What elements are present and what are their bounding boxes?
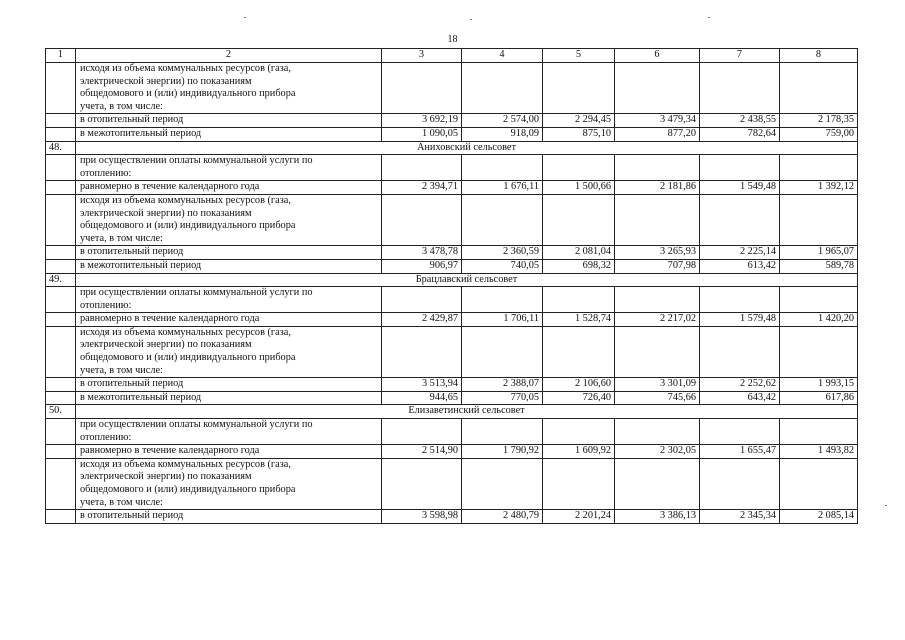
- value-cell: 3 479,34: [615, 114, 700, 128]
- description-text: [76, 326, 382, 377]
- table-row: [46, 127, 858, 141]
- empty-cell: [46, 510, 76, 524]
- value-cell: 2 574,00: [462, 114, 543, 128]
- table-row: [46, 181, 858, 195]
- empty-cell: [46, 259, 76, 273]
- value-cell: 1 420,20: [780, 313, 858, 327]
- empty-cell: [780, 419, 858, 445]
- empty-cell: [46, 313, 76, 327]
- table-row: [46, 114, 858, 128]
- value-cell: 1 790,92: [462, 445, 543, 459]
- empty-cell: [543, 63, 615, 114]
- row-label: в отопительный период: [76, 246, 382, 260]
- empty-cell: [462, 287, 543, 313]
- empty-cell: [780, 194, 858, 245]
- value-cell: 617,86: [780, 391, 858, 405]
- section-row: [46, 405, 858, 419]
- value-cell: 1 965,07: [780, 246, 858, 260]
- column-header: 5: [543, 49, 615, 63]
- description-row: [46, 419, 858, 445]
- column-header: 1: [46, 49, 76, 63]
- empty-cell: [46, 63, 76, 114]
- description-row: [46, 458, 858, 509]
- value-cell: 2 106,60: [543, 378, 615, 392]
- description-line: учета, в том числе:: [80, 364, 163, 376]
- empty-cell: [780, 326, 858, 377]
- column-header: 6: [615, 49, 700, 63]
- value-cell: 1 706,11: [462, 313, 543, 327]
- section-title: Аниховский сельсовет: [76, 141, 858, 155]
- value-cell: 3 386,13: [615, 510, 700, 524]
- value-cell: 2 201,24: [543, 510, 615, 524]
- empty-cell: [46, 287, 76, 313]
- description-line: при осуществлении оплаты коммунальной услуги по: [80, 287, 313, 299]
- value-cell: 2 181,86: [615, 181, 700, 195]
- section-row: [46, 141, 858, 155]
- description-text: [76, 155, 382, 181]
- empty-cell: [382, 287, 462, 313]
- value-cell: 698,32: [543, 259, 615, 273]
- value-cell: 1 500,66: [543, 181, 615, 195]
- value-cell: 1 579,48: [700, 313, 780, 327]
- description-line: общедомового и (или) индивидуального прибора: [80, 88, 296, 100]
- column-header: 8: [780, 49, 858, 63]
- column-header: 2: [76, 49, 382, 63]
- column-header: 3: [382, 49, 462, 63]
- section-index: 48.: [46, 141, 76, 155]
- value-cell: 944,65: [382, 391, 462, 405]
- value-cell: 3 301,09: [615, 378, 700, 392]
- empty-cell: [382, 326, 462, 377]
- empty-cell: [46, 194, 76, 245]
- value-cell: 740,05: [462, 259, 543, 273]
- empty-cell: [46, 155, 76, 181]
- description-line: электрической энергии) по показаниям: [80, 339, 252, 351]
- empty-cell: [700, 194, 780, 245]
- description-line: при осуществлении оплаты коммунальной услуги по: [80, 419, 313, 431]
- value-cell: 875,10: [543, 127, 615, 141]
- row-label: в отопительный период: [76, 114, 382, 128]
- table-row: [46, 445, 858, 459]
- description-text: [76, 287, 382, 313]
- value-cell: 877,20: [615, 127, 700, 141]
- value-cell: 2 225,14: [700, 246, 780, 260]
- value-cell: 918,09: [462, 127, 543, 141]
- description-row: [46, 155, 858, 181]
- value-cell: 1 609,92: [543, 445, 615, 459]
- description-line: учета, в том числе:: [80, 232, 163, 244]
- value-cell: 2 360,59: [462, 246, 543, 260]
- empty-cell: [780, 155, 858, 181]
- section-title: Елизаветинский сельсовет: [76, 405, 858, 419]
- row-label: в межотопительный период: [76, 259, 382, 273]
- value-cell: 2 294,45: [543, 114, 615, 128]
- value-cell: 759,00: [780, 127, 858, 141]
- description-line: общедомового и (или) индивидуального прибора: [80, 352, 296, 364]
- empty-cell: [615, 419, 700, 445]
- value-cell: 1 090,05: [382, 127, 462, 141]
- description-line: исходя из объема коммунальных ресурсов (газа,: [80, 63, 291, 74]
- section-index: 50.: [46, 405, 76, 419]
- table-row: [46, 391, 858, 405]
- empty-cell: [382, 419, 462, 445]
- column-header: 7: [700, 49, 780, 63]
- value-cell: 2 480,79: [462, 510, 543, 524]
- empty-cell: [700, 326, 780, 377]
- description-row: [46, 194, 858, 245]
- empty-cell: [46, 326, 76, 377]
- value-cell: 2 388,07: [462, 378, 543, 392]
- value-cell: 3 265,93: [615, 246, 700, 260]
- empty-cell: [700, 155, 780, 181]
- table-row: [46, 313, 858, 327]
- description-line: общедомового и (или) индивидуального прибора: [80, 220, 296, 232]
- empty-cell: [543, 155, 615, 181]
- value-cell: 707,98: [615, 259, 700, 273]
- empty-cell: [46, 391, 76, 405]
- description-line: отоплению:: [80, 431, 132, 443]
- empty-cell: [543, 287, 615, 313]
- row-label: равномерно в течение календарного года: [76, 445, 382, 459]
- description-line: исходя из объема коммунальных ресурсов (газа,: [80, 194, 291, 206]
- empty-cell: [46, 458, 76, 509]
- description-line: учета, в том числе:: [80, 496, 163, 508]
- empty-cell: [462, 155, 543, 181]
- value-cell: 1 392,12: [780, 181, 858, 195]
- value-cell: 2 429,87: [382, 313, 462, 327]
- section-index: 49.: [46, 273, 76, 287]
- value-cell: 2 085,14: [780, 510, 858, 524]
- table-row: [46, 259, 858, 273]
- value-cell: 726,40: [543, 391, 615, 405]
- value-cell: 2 217,02: [615, 313, 700, 327]
- tariff-table: [45, 48, 858, 524]
- value-cell: 1 493,82: [780, 445, 858, 459]
- empty-cell: [615, 287, 700, 313]
- description-line: общедомового и (или) индивидуального прибора: [80, 484, 296, 495]
- column-number-row: [46, 49, 858, 63]
- row-label: равномерно в течение календарного года: [76, 313, 382, 327]
- value-cell: 1 993,15: [780, 378, 858, 392]
- empty-cell: [46, 445, 76, 459]
- value-cell: 2 302,05: [615, 445, 700, 459]
- empty-cell: [46, 127, 76, 141]
- table-row: [46, 246, 858, 260]
- empty-cell: [382, 458, 462, 509]
- empty-cell: [543, 458, 615, 509]
- value-cell: 2 081,04: [543, 246, 615, 260]
- empty-cell: [462, 326, 543, 377]
- empty-cell: [543, 326, 615, 377]
- value-cell: 1 549,48: [700, 181, 780, 195]
- section-row: [46, 273, 858, 287]
- description-text: [76, 63, 382, 114]
- description-line: электрической энергии) по показаниям: [80, 75, 252, 87]
- description-line: электрической энергии) по показаниям: [80, 207, 252, 219]
- empty-cell: [46, 246, 76, 260]
- empty-cell: [46, 419, 76, 445]
- description-row: [46, 287, 858, 313]
- value-cell: 2 252,62: [700, 378, 780, 392]
- empty-cell: [615, 155, 700, 181]
- description-line: при осуществлении оплаты коммунальной услуги по: [80, 155, 313, 167]
- column-header: 4: [462, 49, 543, 63]
- empty-cell: [615, 63, 700, 114]
- description-text: [76, 194, 382, 245]
- empty-cell: [46, 181, 76, 195]
- row-label: в межотопительный период: [76, 127, 382, 141]
- row-label: в отопительный период: [76, 510, 382, 524]
- table-row: [46, 378, 858, 392]
- empty-cell: [615, 326, 700, 377]
- value-cell: 1 655,47: [700, 445, 780, 459]
- value-cell: 3 692,19: [382, 114, 462, 128]
- table-row: [46, 510, 858, 524]
- empty-cell: [700, 63, 780, 114]
- empty-cell: [46, 378, 76, 392]
- description-text: [76, 419, 382, 445]
- value-cell: 2 514,90: [382, 445, 462, 459]
- empty-cell: [462, 194, 543, 245]
- row-label: равномерно в течение календарного года: [76, 181, 382, 195]
- page-number: 18: [447, 34, 458, 45]
- value-cell: 782,64: [700, 127, 780, 141]
- empty-cell: [382, 155, 462, 181]
- empty-cell: [462, 419, 543, 445]
- value-cell: 2 345,34: [700, 510, 780, 524]
- empty-cell: [615, 458, 700, 509]
- value-cell: 643,42: [700, 391, 780, 405]
- value-cell: 3 478,78: [382, 246, 462, 260]
- value-cell: 745,66: [615, 391, 700, 405]
- value-cell: 3 513,94: [382, 378, 462, 392]
- description-text: [76, 458, 382, 509]
- value-cell: 2 394,71: [382, 181, 462, 195]
- value-cell: 770,05: [462, 391, 543, 405]
- value-cell: 2 178,35: [780, 114, 858, 128]
- description-line: отоплению:: [80, 299, 132, 311]
- empty-cell: [780, 458, 858, 509]
- empty-cell: [382, 63, 462, 114]
- empty-cell: [462, 63, 543, 114]
- description-line: исходя из объема коммунальных ресурсов (газа,: [80, 326, 291, 338]
- value-cell: 3 598,98: [382, 510, 462, 524]
- empty-cell: [700, 419, 780, 445]
- description-row: [46, 63, 858, 114]
- empty-cell: [543, 194, 615, 245]
- row-label: в отопительный период: [76, 378, 382, 392]
- section-title: Брацлавский сельсовет: [76, 273, 858, 287]
- description-line: отоплению:: [80, 167, 132, 179]
- empty-cell: [780, 63, 858, 114]
- empty-cell: [462, 458, 543, 509]
- empty-cell: [700, 287, 780, 313]
- description-line: учета, в том числе:: [80, 100, 163, 112]
- value-cell: 589,78: [780, 259, 858, 273]
- empty-cell: [780, 287, 858, 313]
- empty-cell: [46, 114, 76, 128]
- value-cell: 2 438,55: [700, 114, 780, 128]
- empty-cell: [700, 458, 780, 509]
- value-cell: 906,97: [382, 259, 462, 273]
- value-cell: 613,42: [700, 259, 780, 273]
- empty-cell: [543, 419, 615, 445]
- empty-cell: [615, 194, 700, 245]
- description-row: [46, 326, 858, 377]
- row-label: в межотопительный период: [76, 391, 382, 405]
- value-cell: 1 676,11: [462, 181, 543, 195]
- value-cell: 1 528,74: [543, 313, 615, 327]
- empty-cell: [382, 194, 462, 245]
- description-line: электрической энергии) по показаниям: [80, 471, 252, 483]
- description-line: исходя из объема коммунальных ресурсов (газа,: [80, 458, 291, 470]
